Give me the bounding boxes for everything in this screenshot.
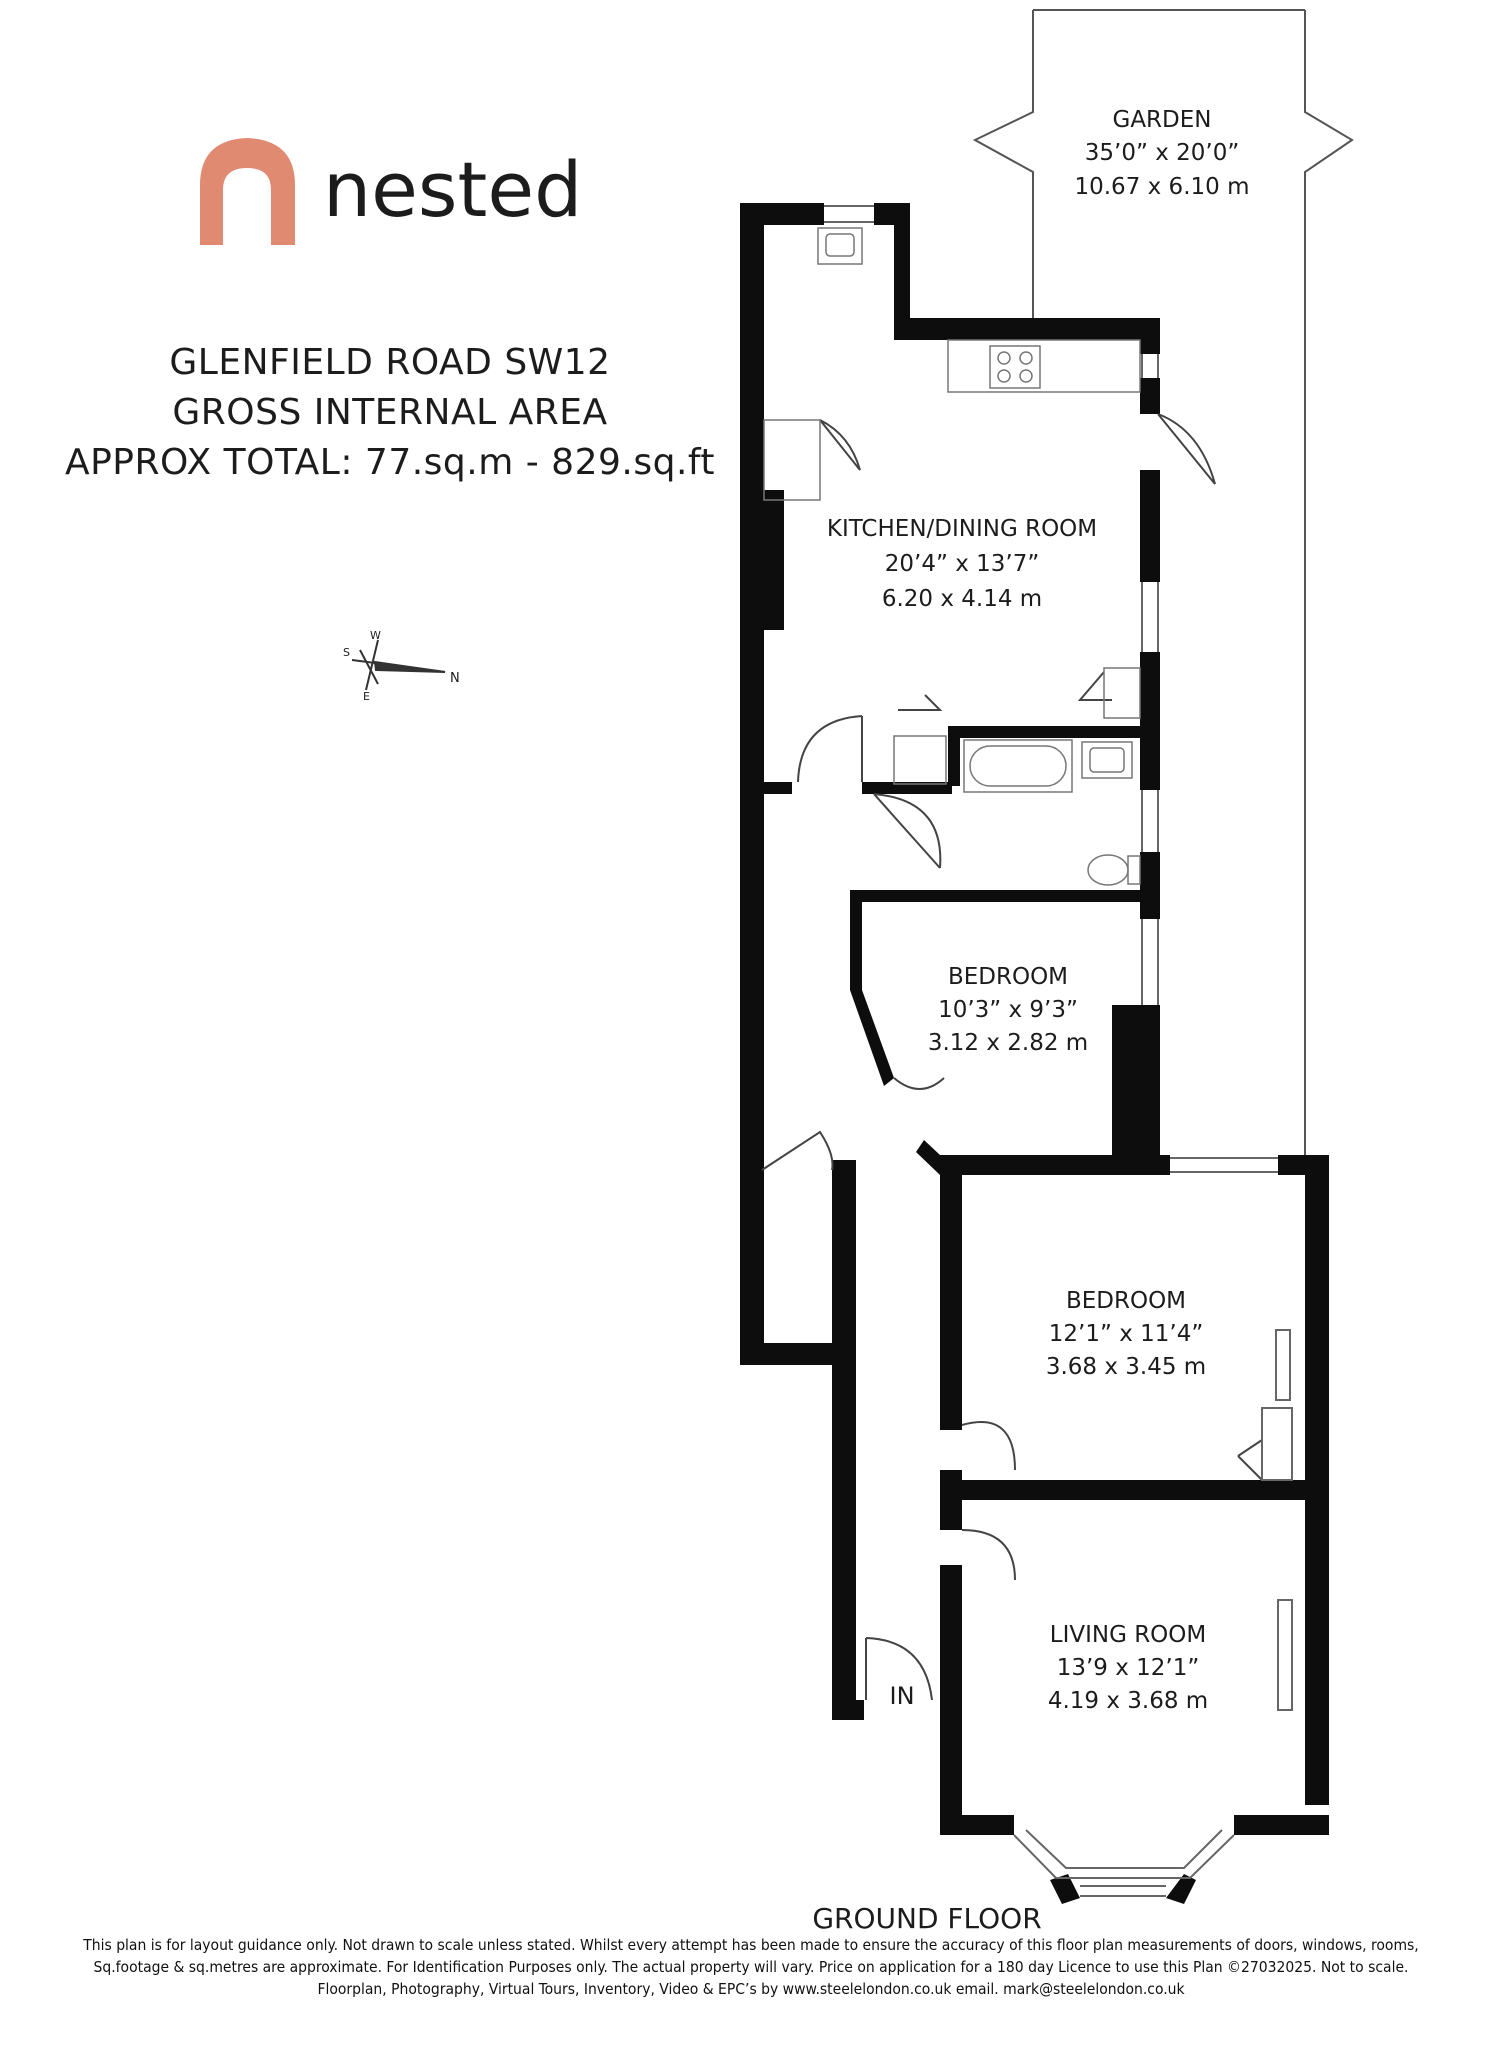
disclaimer-line-3: Floorplan, Photography, Virtual Tours, Inventory, Video & EPC’s by www.steelelondon.co.uk email. mark@steelelondon.co.uk xyxy=(317,1980,1185,1998)
garden-name: GARDEN xyxy=(1112,107,1212,133)
floor-label: GROUND FLOOR xyxy=(812,1902,1042,1935)
living-name: LIVING ROOM xyxy=(1049,1622,1207,1648)
bedroom2-label xyxy=(1046,1288,1206,1380)
compass-north: N xyxy=(450,671,460,686)
logo-text: nested xyxy=(323,145,583,234)
area-total: APPROX TOTAL: 77.sq.m - 829.sq.ft xyxy=(64,442,716,483)
bedroom1-label xyxy=(928,964,1088,1056)
garden-imperial: 35’0” x 20’0” xyxy=(1084,140,1240,166)
bedroom2-imperial: 12’1” x 11’4” xyxy=(1048,1321,1204,1347)
room-fixtures xyxy=(1262,1330,1292,1710)
garden-label xyxy=(1074,107,1249,200)
bedroom2-metric: 3.68 x 3.45 m xyxy=(1045,1354,1207,1380)
bedroom2-name: BEDROOM xyxy=(1065,1288,1187,1314)
bedroom1-imperial: 10’3” x 9’3” xyxy=(938,997,1078,1023)
bathroom-fixtures xyxy=(894,736,1140,885)
living-imperial: 13’9 x 12’1” xyxy=(1056,1655,1200,1681)
property-address: GLENFIELD ROAD SW12 xyxy=(169,342,611,383)
living-metric: 4.19 x 3.68 m xyxy=(1047,1688,1209,1714)
kitchen-label xyxy=(827,516,1097,612)
bedroom1-name: BEDROOM xyxy=(947,964,1069,990)
disclaimer-line-1: This plan is for layout guidance only. Not drawn to scale unless stated. Whilst every attempt has been made to ensure the accuracy of this floor plan measurements of doors, windows, rooms, xyxy=(83,1936,1419,1954)
entrance-label: IN xyxy=(889,1682,915,1710)
kitchen-imperial: 20’4” x 13’7” xyxy=(884,551,1040,577)
bedroom1-metric: 3.12 x 2.82 m xyxy=(927,1030,1089,1056)
kitchen-metric: 6.20 x 4.14 m xyxy=(881,586,1043,612)
disclaimer-footer xyxy=(0,1934,1502,2000)
compass-icon xyxy=(343,629,460,703)
area-heading: GROSS INTERNAL AREA xyxy=(172,392,608,433)
compass-south: S xyxy=(343,646,350,659)
compass-east: E xyxy=(363,690,370,703)
living-label xyxy=(1048,1622,1208,1714)
kitchen-name: KITCHEN/DINING ROOM xyxy=(826,516,1098,542)
kitchen-fixtures xyxy=(764,228,1140,718)
garden-metric: 10.67 x 6.10 m xyxy=(1074,174,1250,200)
compass-west: W xyxy=(370,629,381,642)
disclaimer-line-2: Sq.footage & sq.metres are approximate. For Identification Purposes only. The actual property will vary. Price on application for a 180 day Licence to use this Plan ©27032025. Not to scale. xyxy=(93,1958,1409,1976)
